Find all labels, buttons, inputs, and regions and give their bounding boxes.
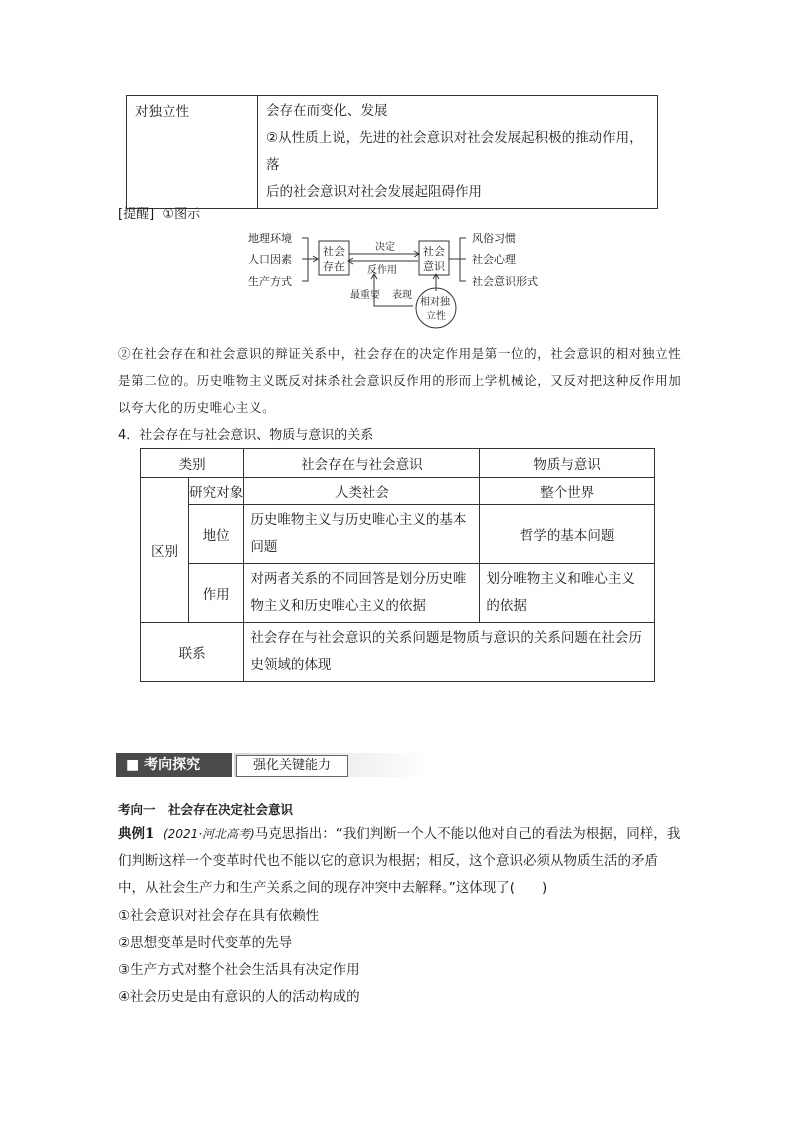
option: ②思想变革是时代变革的先导: [118, 935, 293, 951]
section-title: 4．社会存在与社会意识、物质与意识的关系: [118, 428, 374, 443]
box-right-line1: 社会: [423, 245, 445, 258]
row-label: 作用: [189, 564, 244, 623]
row-content: [258, 96, 658, 209]
content-line: ②从性质上说，先进的社会意识对社会发展起积极的推动作用，落: [266, 130, 643, 173]
right-factor: 社会心理: [472, 253, 516, 266]
cell: 历史唯物主义与历史唯心主义的基本问题: [244, 505, 480, 564]
right-bracket: [449, 238, 466, 281]
cell: 人类社会: [244, 478, 480, 505]
hint-line: [118, 203, 200, 222]
explanation-paragraph: ②在社会存在和社会意识的辩证关系中，社会存在的决定作用是第一位的，社会意识的相对独立性是第二位的。历史唯物主义既反对抹杀社会意识反作用的形而上学机械论，又反对把这种反作用加以夸大化的历史唯心主义。: [118, 346, 682, 415]
box-right-line2: 意识: [423, 260, 445, 273]
bottom-label-right: 表现: [392, 290, 412, 301]
example-source: (2021·河北高考): [163, 827, 255, 841]
header-cell: 社会存在与社会意识: [244, 449, 480, 478]
content-line: 后的社会意识对社会发展起阻碍作用: [266, 184, 482, 200]
cell: 划分唯物主义和唯心主义的依据: [480, 564, 655, 623]
left-factor: 人口因素: [248, 253, 292, 266]
option: ③生产方式对整个社会生活具有决定作用: [118, 962, 360, 978]
content-line: 会存在而变化、发展: [266, 103, 388, 119]
continuation-table: [126, 95, 658, 209]
box-left-line1: 社会: [323, 245, 345, 258]
comparison-table: [140, 448, 655, 682]
right-factor: 社会意识形式: [472, 275, 538, 288]
option: ①社会意识对社会存在具有依赖性: [118, 908, 320, 924]
banner-subtitle: 强化关键能力: [236, 755, 348, 777]
section-banner: [116, 753, 430, 779]
example-tag: 典例1: [118, 826, 155, 842]
direction-heading: 考向一 社会存在决定社会意识: [118, 802, 294, 817]
circle-line1: 相对独: [420, 297, 450, 308]
row-label: 对独立性: [127, 96, 258, 209]
left-factor: 生产方式: [248, 275, 292, 288]
link-label: 联系: [141, 623, 244, 682]
left-bracket: [302, 238, 318, 281]
cell: 哲学的基本问题: [480, 505, 655, 564]
banner-title: ■ 考向探究: [116, 753, 232, 777]
circle-line2: 立性: [426, 311, 446, 322]
arrow-top-label: 决定: [375, 242, 395, 253]
relation-diagram: [240, 228, 560, 330]
example-text: 马克思指出：“我们判断一个人不能以他对自己的看法为根据，同样，我们判断这样一个变革时代也不能以它的意识为根据；相反，这个意识必须从物质生活的矛盾中，从社会生产力和生产关系之间的现存冲突中去解释。”这体现了( ): [118, 826, 681, 896]
cell: 整个世界: [480, 478, 655, 505]
option: ④社会历史是由有意识的人的活动构成的: [118, 989, 360, 1005]
group-label: 区别: [141, 478, 189, 623]
hint-label: [提醒]: [118, 207, 155, 222]
row-label: 研究对象: [189, 478, 244, 505]
header-cell: 类别: [141, 449, 244, 478]
left-factor: 地理环境: [248, 232, 292, 245]
example-question: [118, 821, 684, 902]
cell: 对两者关系的不同回答是划分历史唯物主义和历史唯心主义的依据: [244, 564, 480, 623]
bottom-label-left: 最重要: [350, 290, 380, 301]
hint-item: ①图示: [162, 207, 201, 222]
link-text: 社会存在与社会意识的关系问题是物质与意识的关系问题在社会历史领域的体现: [244, 623, 655, 682]
arrow-bottom-label: 反作用: [367, 265, 397, 276]
header-cell: 物质与意识: [480, 449, 655, 478]
box-left-line2: 存在: [323, 260, 345, 273]
right-factor: 风俗习惯: [472, 232, 516, 245]
row-label: 地位: [189, 505, 244, 564]
relative-independence-circle: [416, 288, 456, 328]
